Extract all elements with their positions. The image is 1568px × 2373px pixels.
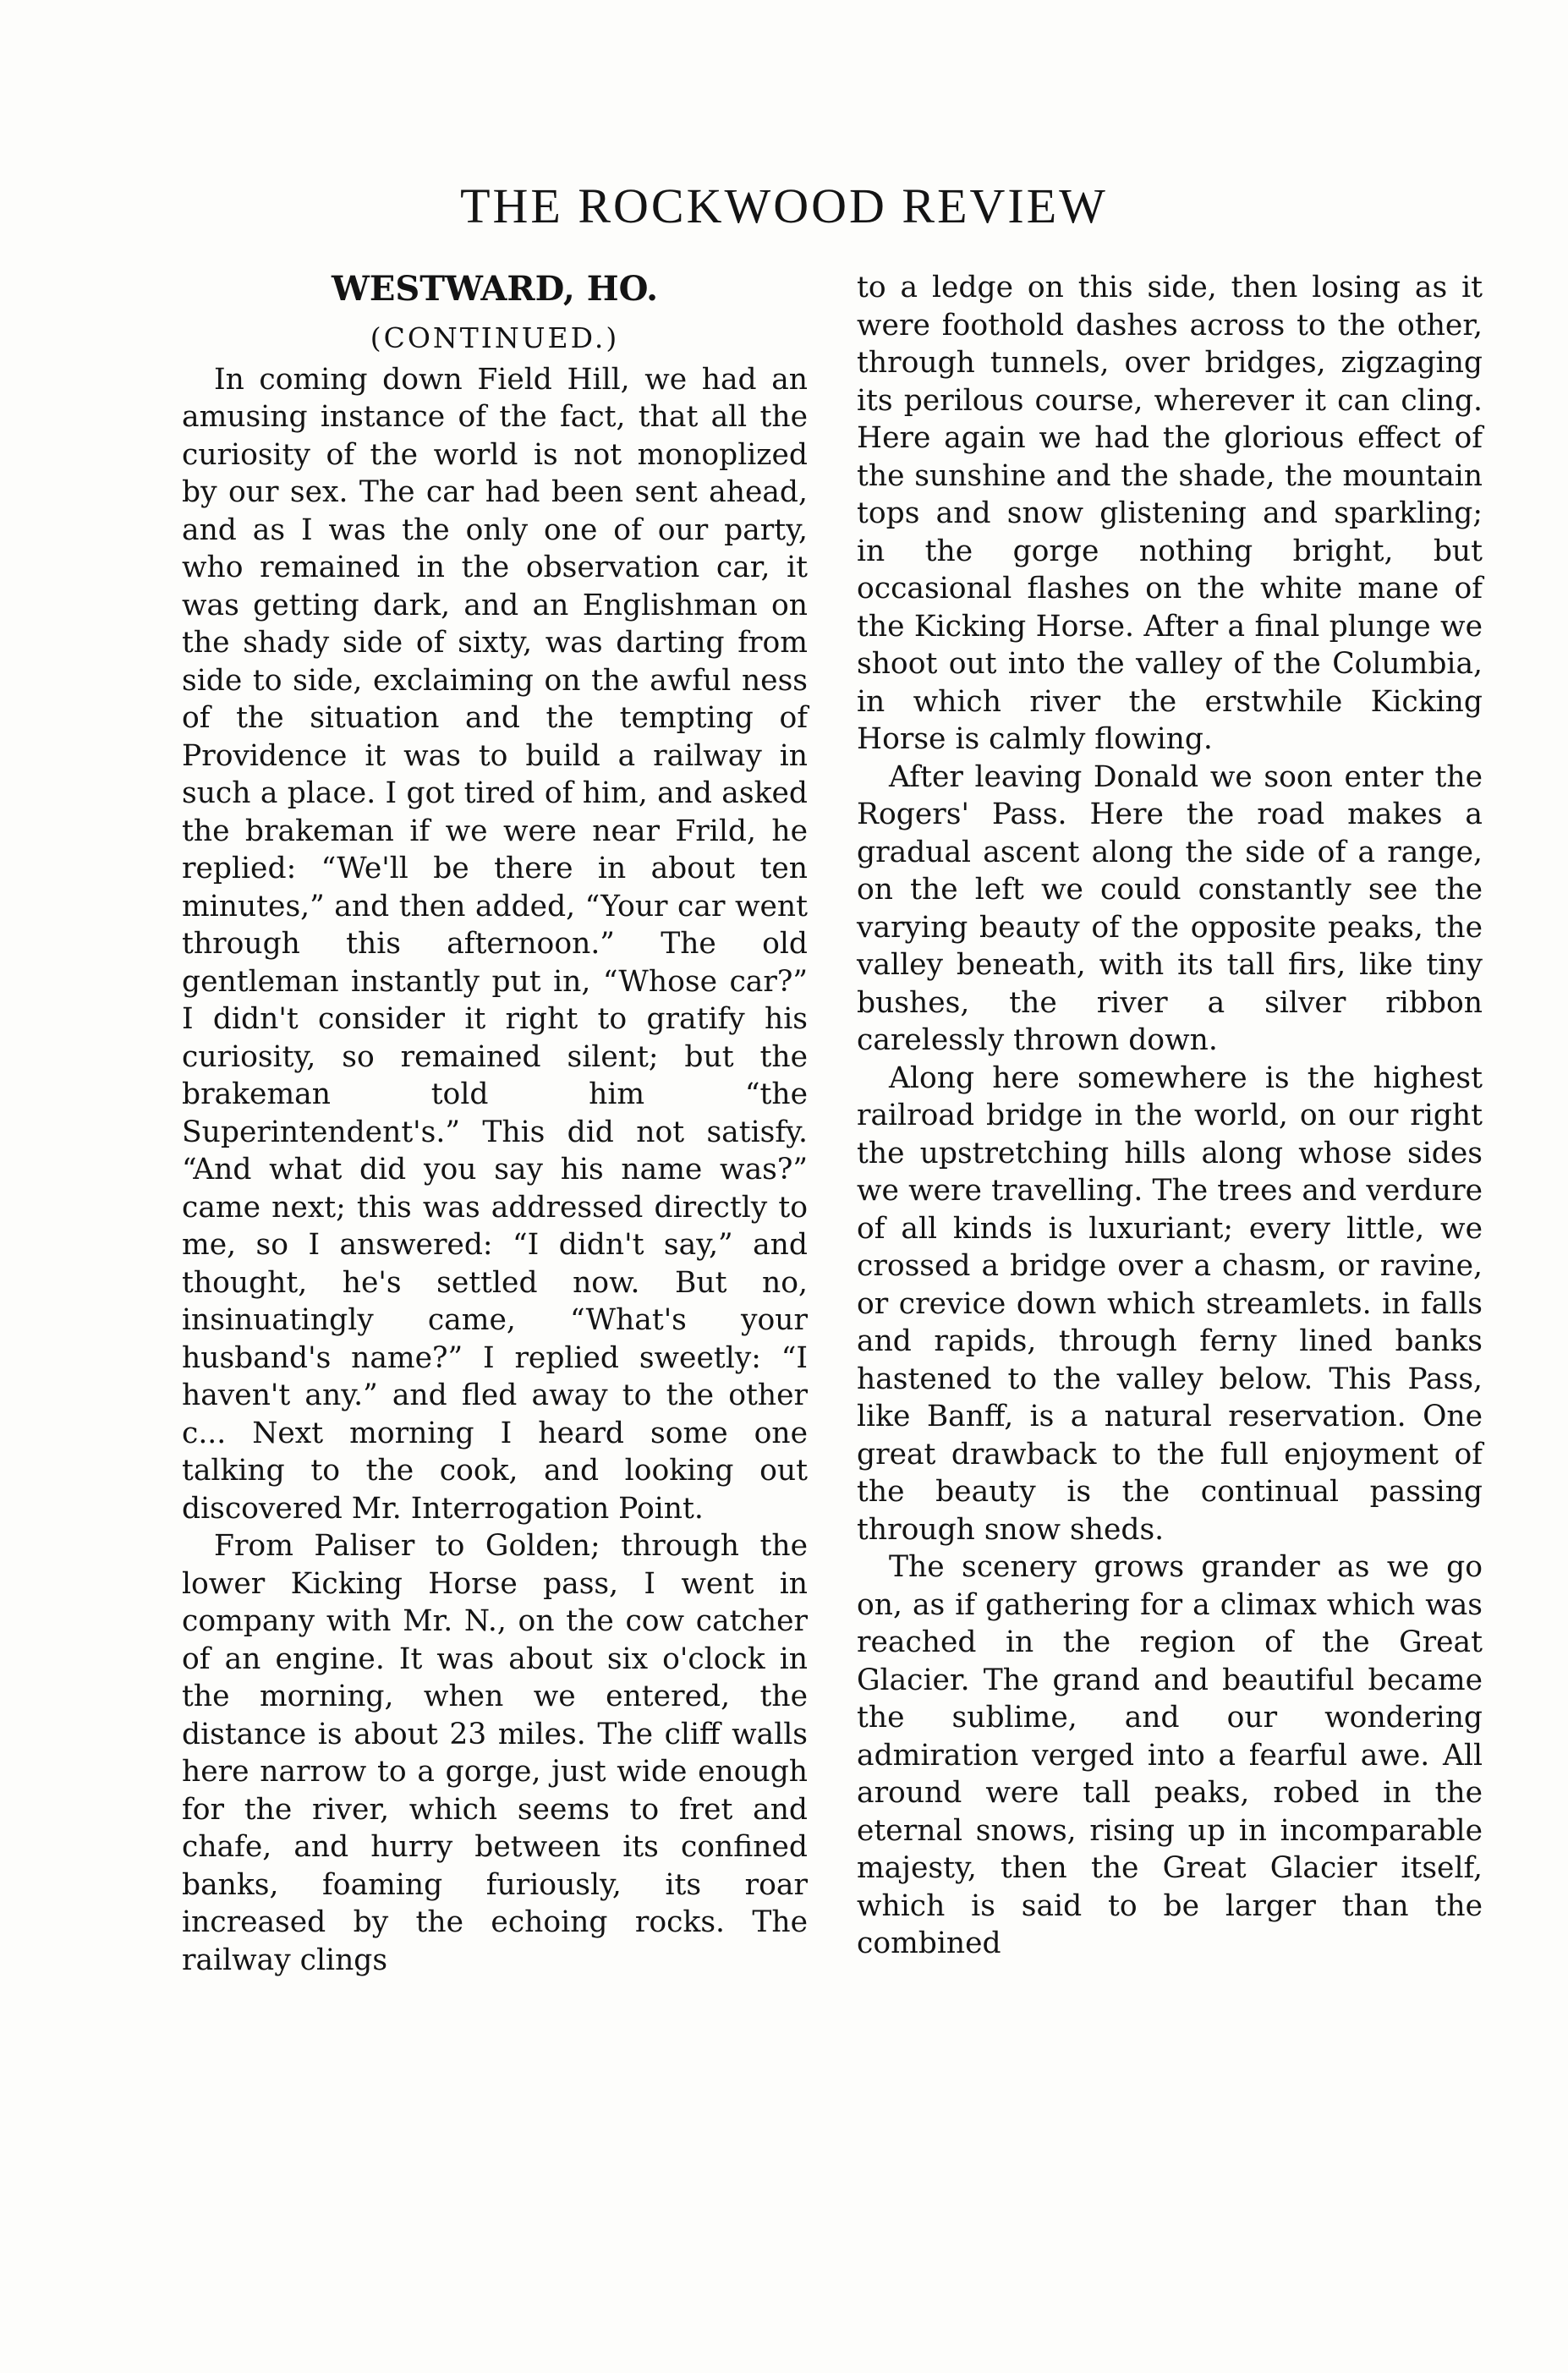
left-column [182,269,808,1979]
paragraph: In coming down Field Hill, we had an amusing instance of the fact, that all the curiosity of the world is not monoplized by our sex. The car had been sent ahead, and as I was the only one of our party, who remained in the observation car, it was getting dark, and an Englishman on the shady side of sixty, was darting from side to side, exclaiming on the awful ness of the situation and the tempting of Providence it was to build a railway in such a place. I got tired of him, and asked the brakeman if we were near Frild, he replied: “We'll be there in about ten minutes,” and then added, “Your car went through this afternoon.” The old gentleman instantly put in, “Whose car?” I didn't consider it right to gratify his curiosity, so remained silent; but the brakeman told him “the Superintendent's.” This did not satisfy. “And what did you say his name was?” came next; this was addressed directly to me, so I answered: “I didn't say,” and thought, he's settled now. But no, insinuatingly came, “What's your husband's name?” I replied sweetly: “I haven't any.” and fled away to the other c... Next morning I heard some one talking to the cook, and looking out discovered Mr. Interrogation Point. [182,362,808,1526]
article-subtitle: (CONTINUED.) [370,321,620,354]
paragraph: After leaving Donald we soon enter the Rogers' Pass. Here the road makes a gradual ascent along the side of a range, on the left we could constantly see the varying beauty of the opposite peaks, the valley beneath, with its tall firs, like tiny bushes, the river a silver ribbon carelessly thrown down. [857,759,1483,1057]
paragraph: From Paliser to Golden; through the lower Kicking Horse pass, I went in company with Mr. N., on the cow catcher of an engine. It was about six o'clock in the morning, when we entered, the distance is about 23 miles. The cliff walls here narrow to a gorge, just wide enough for the river, which seems to fret and chafe, and hurry between its confined banks, foaming furiously, its roar increased by the echoing rocks. The railway clings [182,1529,808,1977]
right-column [857,269,1483,1963]
paragraph-continued: to a ledge on this side, then losing as it were foothold dashes across to the other, through tunnels, over bridges, zigzaging its perilous course, wherever it can cling. Here again we had the glorious effect of the sunshine and the shade, the mountain tops and snow glistening and sparkling; in the gorge nothing bright, but occasional flashes on the white mane of the Kicking Horse. After a final plunge we shoot out into the valley of the Columbia, in which river the erstwhile Kicking Horse is calmly flowing. [857,271,1483,756]
paragraph: The scenery grows grander as we go on, as if gathering for a climax which was reached in the region of the Great Glacier. The grand and beautiful became the sublime, and our wondering admiration verged into a fearful awe. All around were tall peaks, robed in the eternal snows, rising up in incomparable majesty, then the Great Glacier itself, which is said to be larger than the combined [857,1550,1483,1960]
article-title: WESTWARD, HO. [331,269,659,309]
paragraph: Along here somewhere is the highest railroad bridge in the world, on our right the upstretching hills along whose sides we were travelling. The trees and verdure of all kinds is luxuriant; every little, we crossed a bridge over a chasm, or ravine, or crevice down which streamlets. in falls and rapids, through ferny lined banks hastened to the valley below. This Pass, like Banff, is a natural reservation. One great drawback to the full enjoyment of the beauty is the continual passing through snow sheds. [857,1060,1483,1547]
running-header: THE ROCKWOOD REVIEW [460,178,1108,233]
